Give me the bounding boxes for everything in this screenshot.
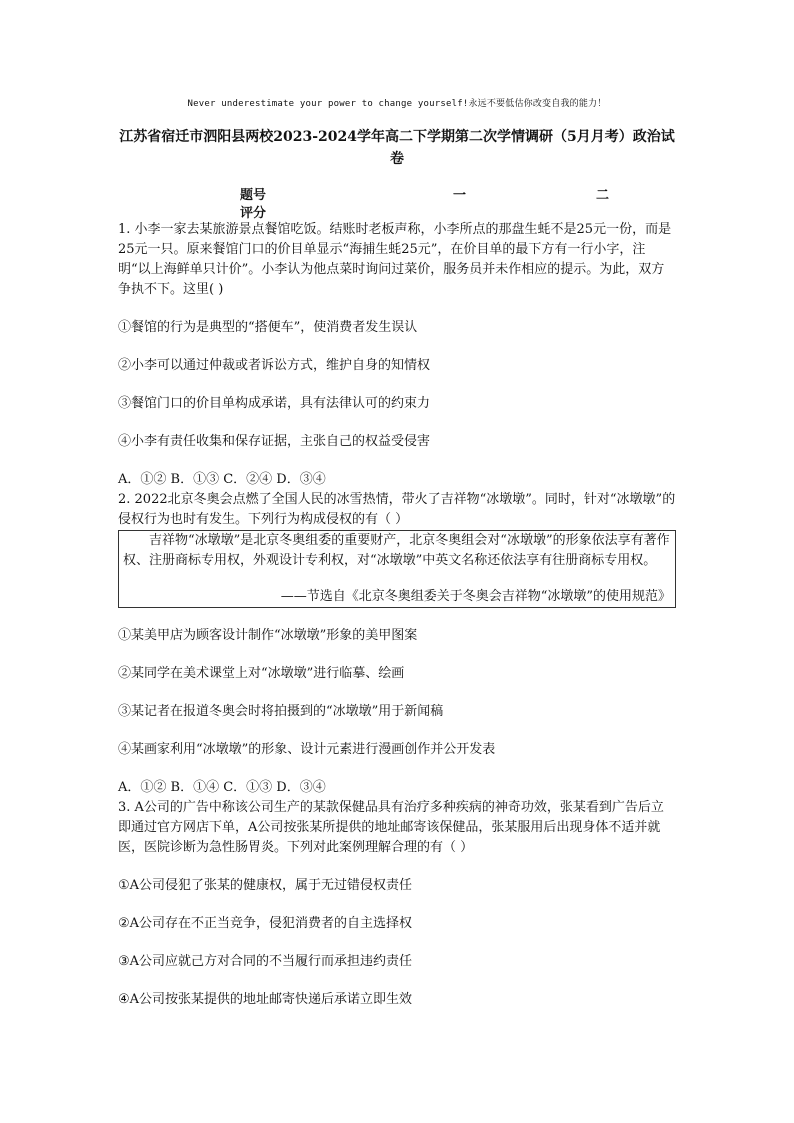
question-option: ②A公司存在不正当竞争，侵犯消费者的自主选择权 (118, 916, 413, 931)
question-stem: 2. 2022北京冬奥会点燃了全国人民的冰雪热情，带火了吉祥物“冰墩墩”。同时，针对“冰墩墩”的侵权行为也时有发生。下列行为构成侵权的有（ ） (118, 492, 676, 527)
question-option: ③某记者在报道冬奥会时将拍摄到的“冰墩墩”用于新闻稿 (118, 704, 444, 719)
score-col-2: 二 (596, 188, 610, 203)
answer-choices: A．①② B．①③ C．②④ D．③④ (118, 472, 326, 487)
question-option: ①某美甲店为顾客设计制作“冰墩墩”形象的美甲图案 (118, 628, 418, 643)
questions-content (118, 220, 676, 1010)
score-label: 评分 (240, 206, 267, 221)
question-option: ④小李有责任收集和保存证据，主张自己的权益受侵害 (118, 434, 431, 449)
page-title: 江苏省宿迁市泗阳县两校2023-2024学年高二下学期第二次学情调研（5月月考）政治试卷 (119, 129, 675, 167)
question-stem: 3. A公司的广告中称该公司生产的某款保健品具有治疗多种疾病的神奇功效，张某看到广告后立即通过官方网店下单，A公司按张某所提供的地址邮寄该保健品，张某服用后出现身体不适并就医，医院诊断为急性肠胃炎。下列对此案例理解合理的有（ ） (118, 800, 664, 855)
quote-text: 吉祥物“冰墩墩”是北京冬奥组委的重要财产，北京冬奥组会对“冰墩墩”的形象依法享有著作权、注册商标专用权，外观设计专利权，对“冰墩墩”中英文名称还依法享有往册商标专用权。 (123, 533, 670, 568)
question-1 (118, 220, 676, 490)
question-option: ①A公司侵犯了张某的健康权，属于无过错侵权责任 (118, 878, 413, 893)
header-motto: Never underestimate your power to change yourself!永远不要低估你改变自我的能力！ (187, 99, 607, 109)
question-option: ②某同学在美术课堂上对“冰墩墩”进行临摹、绘画 (118, 666, 405, 681)
score-header-row (120, 182, 675, 202)
question-option: ④某画家利用“冰墩墩”的形象、设计元素进行漫画创作并公开发表 (118, 742, 496, 757)
answer-choices: A．①② B．①④ C．①③ D．③④ (118, 780, 326, 795)
score-header-label: 题号 (240, 188, 267, 203)
score-col-1: 一 (453, 188, 467, 203)
quote-box (118, 530, 676, 608)
question-option: ③A公司应就己方对合同的不当履行而承担违约责任 (118, 954, 413, 969)
question-option: ①餐馆的行为是典型的“搭便车”，使消费者发生误认 (118, 320, 418, 335)
question-3 (118, 798, 676, 1010)
score-table (120, 182, 675, 222)
score-value-row (120, 202, 675, 222)
question-option: ②小李可以通过仲裁或者诉讼方式，维护自身的知情权 (118, 358, 431, 373)
quote-source: ——节选自《北京冬奥组委关于冬奥会吉祥物“冰墩墩”的使用规范》 (280, 589, 671, 604)
question-stem: 1. 小李一家去某旅游景点餐馆吃饭。结账时老板声称，小李所点的那盘生蚝不是25元一份，而是25元一只。原来餐馆门口的价目单显示“海捕生蚝25元”，在价目单的最下方有一行小字，注明“以上海鲜单只计价”。小李认为他点菜时询问过菜价，服务员并未作相应的提示。为此，双方争执不下。这里( ) (118, 222, 672, 297)
question-option: ④A公司按张某提供的地址邮寄快递后承诺立即生效 (118, 992, 413, 1007)
question-2 (118, 490, 676, 798)
question-option: ③餐馆门口的价目单构成承诺，具有法律认可的约束力 (118, 396, 431, 411)
